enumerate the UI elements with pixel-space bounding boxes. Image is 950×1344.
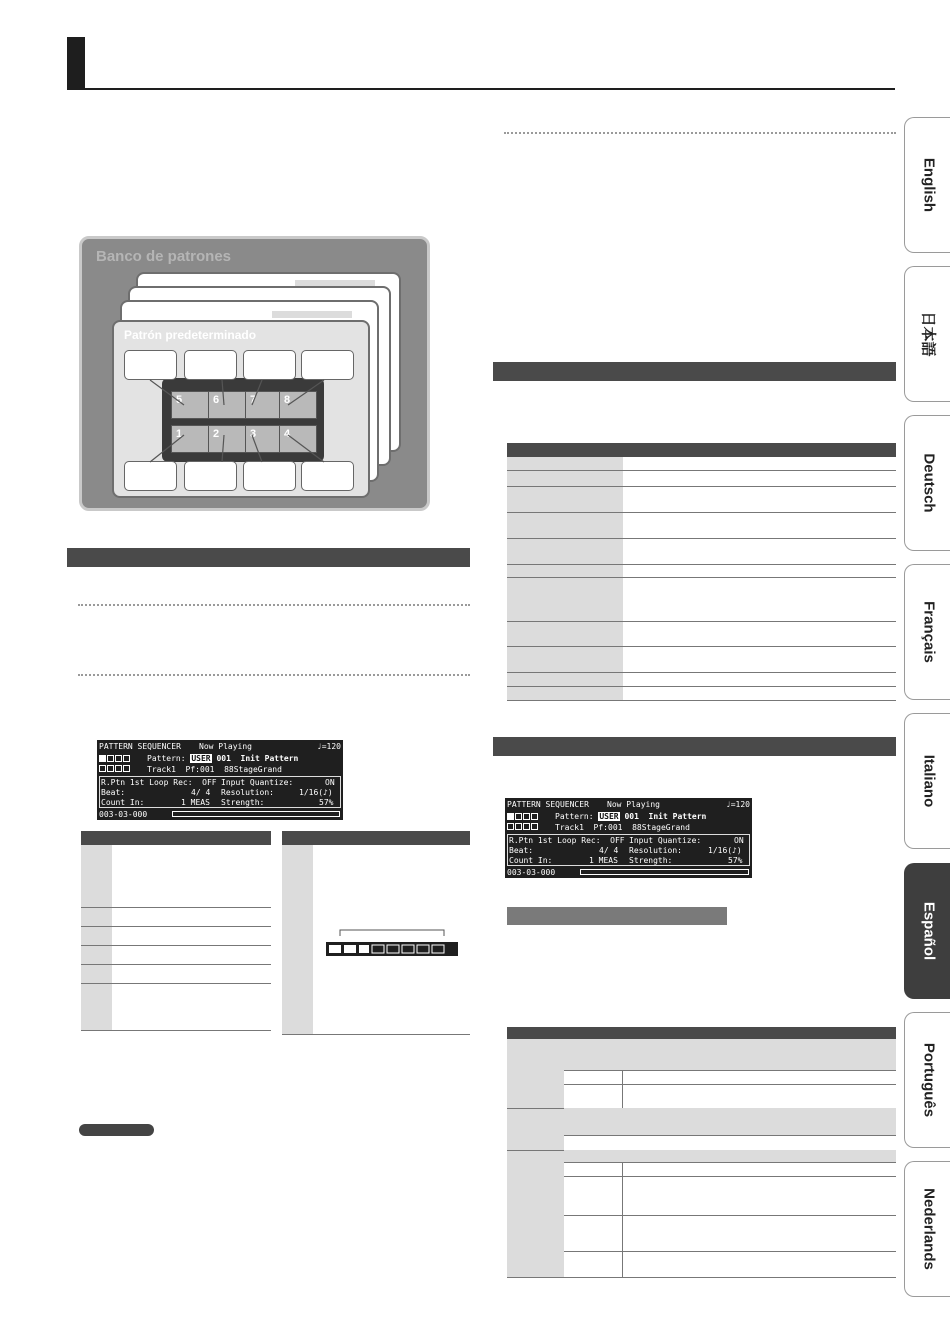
lcd-tempo: ♩=120: [316, 742, 341, 751]
lcd-pattern-number: 001: [624, 812, 639, 821]
lcd-strength: Strength:: [629, 856, 673, 865]
table-rule: [81, 964, 271, 965]
tab-nederlands[interactable]: [904, 1161, 950, 1297]
tab-italiano[interactable]: [904, 713, 950, 849]
note-badge: [79, 1124, 154, 1136]
table-rule: [507, 538, 896, 539]
lcd-track-mutes: [99, 754, 131, 763]
table-rule: [507, 512, 896, 513]
table-header: [282, 831, 470, 845]
lcd-strength-value: 57%: [728, 856, 743, 865]
lcd-resolution: Resolution:: [221, 788, 274, 797]
lcd-status: Now Playing: [199, 742, 252, 751]
pad-5[interactable]: 5: [171, 391, 209, 419]
lcd-tone: 88StageGrand: [224, 765, 282, 774]
lcd-track-mutes: [99, 764, 131, 773]
tab-label: 日本語: [919, 311, 936, 357]
table-divider: [622, 1162, 623, 1277]
lcd-track: Track1: [555, 823, 584, 832]
table-rule: [564, 1215, 896, 1216]
tab-english[interactable]: [904, 117, 950, 253]
lcd-track: Track1: [147, 765, 176, 774]
table-rule: [507, 646, 896, 647]
table-column: [282, 845, 313, 1034]
table-column: [81, 845, 112, 1030]
table-rule: [507, 672, 896, 673]
tab-francais[interactable]: [904, 564, 950, 700]
lcd-loop-rec: R.Ptn 1st Loop Rec: OFF: [509, 836, 625, 845]
lcd-title: PATTERN SEQUENCER: [507, 800, 589, 809]
pad-connector-lines: [112, 345, 372, 495]
table-row-shaded: [564, 1108, 896, 1135]
lcd-position: 003-03-000: [99, 810, 148, 819]
pad-2[interactable]: 2: [208, 425, 246, 453]
lcd-strength-value: 57%: [319, 798, 334, 807]
lcd-title: PATTERN SEQUENCER: [99, 742, 181, 751]
tab-japanese[interactable]: [904, 266, 950, 402]
lcd-beat: Beat:: [509, 846, 534, 855]
dotted-rule: [504, 132, 896, 134]
bank-title: Banco de patrones: [96, 248, 232, 265]
table-rule: [507, 564, 896, 565]
header-rule: [67, 88, 895, 90]
lcd-tempo: ♩=120: [725, 800, 750, 809]
chapter-marker: [67, 37, 85, 89]
lcd-loop-rec: R.Ptn 1st Loop Rec: OFF: [101, 778, 217, 787]
pad-8[interactable]: 8: [279, 391, 317, 419]
lcd-beat: Beat:: [101, 788, 126, 797]
table-header: [507, 1027, 896, 1039]
section-heading-bar: [493, 737, 896, 756]
table-rule: [81, 983, 271, 984]
tab-portugues[interactable]: [904, 1012, 950, 1148]
lcd-count-in: Count In:: [509, 856, 553, 865]
lcd-status: Now Playing: [607, 800, 660, 809]
table-rule: [564, 1176, 896, 1177]
pattern-title: Patrón predeterminado: [124, 328, 257, 342]
lcd-input-quantize-value: ON: [734, 836, 744, 845]
table-rule: [81, 926, 271, 927]
lcd-pf: Pf:001: [185, 765, 215, 774]
lcd-pattern-name: Init Pattern: [240, 754, 299, 763]
lcd-pattern-label: Pattern:: [555, 812, 594, 821]
section-heading-bar: [67, 548, 470, 567]
table-rule: [81, 907, 271, 908]
table-rule: [564, 1070, 896, 1071]
lcd-count-in-value: 1 MEAS: [589, 856, 618, 865]
pad-6[interactable]: 6: [208, 391, 246, 419]
lcd-screen: [97, 740, 343, 820]
lcd-tone: 88StageGrand: [632, 823, 690, 832]
lcd-count-in: Count In:: [101, 798, 145, 807]
lcd-beat-value: 4/ 4: [599, 846, 619, 855]
lcd-beat-value: 4/ 4: [191, 788, 211, 797]
lcd-position: 003-03-000: [507, 868, 556, 877]
table-rule: [507, 621, 896, 622]
lcd-measure-meter: [580, 869, 749, 875]
table-rule: [81, 1030, 271, 1031]
meter-illustration: [326, 928, 458, 958]
tab-label: English: [920, 157, 937, 213]
lcd-pattern-bank: USER: [599, 812, 619, 821]
lcd-input-quantize-value: ON: [325, 778, 335, 787]
table-rule: [282, 1034, 470, 1035]
table-rule: [81, 945, 271, 946]
lcd-input-quantize: Input Quantize:: [629, 836, 702, 845]
tab-deutsch[interactable]: [904, 415, 950, 551]
section-heading-bar: [493, 362, 896, 381]
lcd-measure-meter: [172, 811, 340, 817]
table-row-shaded: [564, 1150, 896, 1162]
lcd-track-mutes: [507, 822, 539, 831]
table-header: [507, 443, 896, 457]
card-label: [272, 311, 352, 318]
tab-label: Nederlands: [920, 1188, 937, 1270]
table-rule: [564, 1162, 896, 1163]
table-rule: [507, 486, 896, 487]
table-rule: [507, 1277, 896, 1278]
lcd-track-mutes: [507, 812, 539, 821]
pad-4[interactable]: 4: [279, 425, 317, 453]
lcd-resolution: Resolution:: [629, 846, 682, 855]
lcd-input-quantize: Input Quantize:: [221, 778, 294, 787]
lcd-pattern-bank: USER: [191, 754, 211, 763]
lcd-pf: Pf:001: [593, 823, 623, 832]
table-column: [507, 457, 623, 700]
pad-3[interactable]: 3: [245, 425, 283, 453]
table-rule: [507, 686, 896, 687]
table-header: [81, 831, 271, 845]
tab-espanol[interactable]: [904, 863, 950, 999]
lcd-pattern-name: Init Pattern: [648, 812, 707, 821]
lcd-resolution-value: 1/16(♪): [708, 846, 742, 855]
tab-label: Português: [920, 1042, 937, 1118]
lcd-screen: [505, 798, 752, 878]
subsection-heading-bar: [507, 907, 727, 925]
table-rule: [507, 700, 896, 701]
tab-label: Italiano: [920, 754, 937, 808]
table-row-shaded: [564, 1039, 896, 1070]
lcd-count-in-value: 1 MEAS: [181, 798, 210, 807]
tab-label: Français: [920, 601, 937, 663]
table-rule: [564, 1251, 896, 1252]
table-rule: [564, 1135, 896, 1136]
table-column: [507, 1039, 564, 1277]
dotted-rule: [78, 604, 470, 606]
tab-label: Español: [920, 901, 937, 961]
lcd-pattern-number: 001: [216, 754, 231, 763]
lcd-strength: Strength:: [221, 798, 265, 807]
pad-7[interactable]: 7: [245, 391, 283, 419]
lcd-pattern-label: Pattern:: [147, 754, 186, 763]
table-rule: [507, 470, 896, 471]
table-rule: [507, 577, 896, 578]
lcd-resolution-value: 1/16(♪): [299, 788, 333, 797]
pad-1[interactable]: 1: [171, 425, 209, 453]
tab-label: Deutsch: [920, 453, 937, 513]
table-divider: [622, 1070, 623, 1108]
dotted-rule: [78, 674, 470, 676]
table-rule: [564, 1084, 896, 1085]
